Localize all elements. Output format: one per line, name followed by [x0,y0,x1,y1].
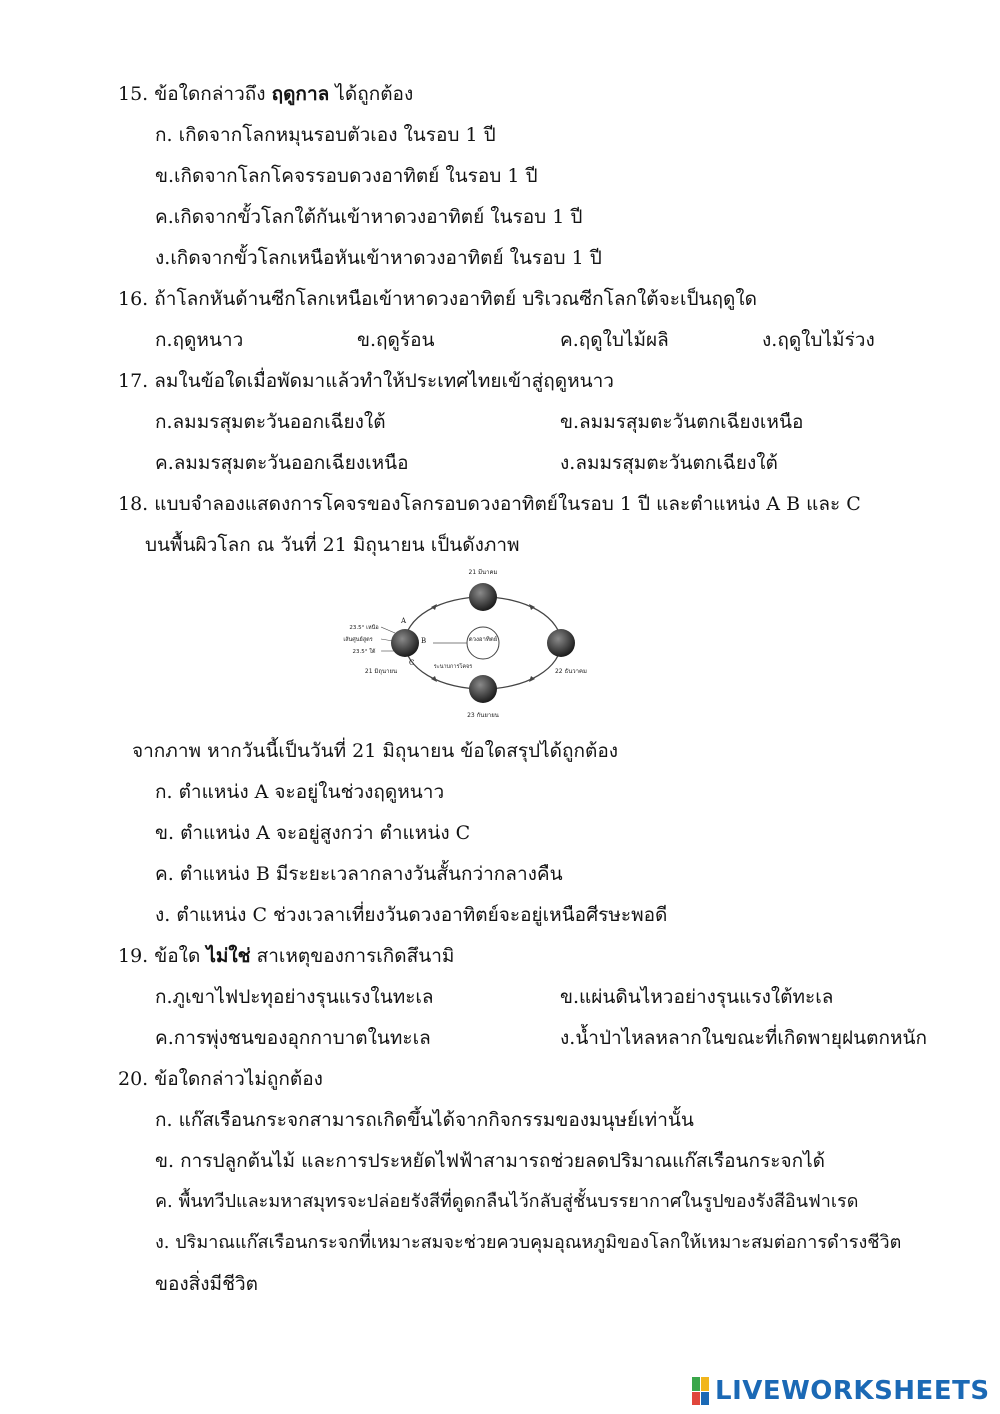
question-18-followup: จากภาพ หากวันนี้เป็นวันที่ 21 มิถุนายน ข้อใดสรุปได้ถูกต้อง [132,740,619,762]
date-label-september: 23 กันยายน [467,712,499,719]
question-text: ข้อใดกล่าวไม่ถูกต้อง [154,1068,323,1090]
option[interactable]: ง. ปริมาณแก๊สเรือนกระจกที่เหมาะสมจะช่วยควบคุมอุณหภูมิของโลกให้เหมาะสมต่อการดำรงชีวิต [155,1232,902,1253]
orbit-plane-label: ระนาบการโคจร [433,664,473,670]
question-number: 19. [118,945,149,967]
logo-icon [692,1377,709,1405]
question-text-continued: บนพื้นผิวโลก ณ วันที่ 21 มิถุนายน เป็นดังภาพ [145,534,520,556]
option[interactable]: ก.ภูเขาไฟปะทุอย่างรุนแรงในทะเล [155,986,434,1008]
question-text: ลมในข้อใดเมื่อพัดมาแล้วทำให้ประเทศไทยเข้าสู่ฤดูหนาว [154,370,614,392]
question-18 [118,490,861,518]
date-label-december: 22 ธันวาคม [554,668,588,675]
latitude-south-label: 23.5° ใต้ [352,649,376,655]
point-b-label: B [421,637,427,645]
option[interactable]: ข. ตำแหน่ง A จะอยู่สูงกว่า ตำแหน่ง C [155,822,471,844]
latitude-north-label: 23.5° เหนือ [349,625,379,631]
liveworksheets-logo [692,1374,990,1408]
option[interactable]: ข. การปลูกต้นไม้ และการประหยัดไฟฟ้าสามารถช่วยลดปริมาณแก๊สเรือนกระจกได้ [155,1150,825,1172]
orbit-arrow-icon [431,676,437,682]
question-number: 17. [118,370,149,392]
option[interactable]: ข.แผ่นดินไหวอย่างรุนแรงใต้ทะเล [560,986,834,1008]
earth-orbit-diagram [335,561,597,725]
logo-square [692,1377,700,1391]
question-text: ข้อใด [154,945,207,967]
option[interactable]: ก.ลมมรสุมตะวันออกเฉียงใต้ [155,411,386,433]
option[interactable]: ค. พื้นทวีปและมหาสมุทรจะปล่อยรังสีที่ดูดกลืนไว้กลับสู่ชั้นบรรยากาศในรูปของรังสีอินฟาเรด [155,1191,859,1212]
logo-text: LIVEWORKSHEETS [715,1376,990,1406]
option[interactable]: ค.ลมมรสุมตะวันออกเฉียงเหนือ [155,452,409,474]
option[interactable]: ข.ลมมรสุมตะวันตกเฉียงเหนือ [560,411,804,433]
option[interactable]: ก. เกิดจากโลกหมุนรอบตัวเอง ในรอบ 1 ปี [155,124,496,146]
option[interactable]: ค.การพุ่งชนของอุกกาบาตในทะเล [155,1027,431,1049]
logo-square [701,1377,709,1391]
pointer-line [381,627,395,633]
earth-june [391,629,419,657]
earth-march [469,583,497,611]
question-text: แบบจำลองแสดงการโคจรของโลกรอบดวงอาทิตย์ในรอบ 1 ปี และตำแหน่ง A B และ C [154,493,861,515]
logo-square [692,1392,700,1406]
question-number: 18. [118,493,149,515]
point-c-label: C [409,659,415,667]
question-number: 15. [118,83,149,105]
question-emphasis: ฤดูกาล [271,83,330,105]
question-number: 20. [118,1068,149,1090]
question-17 [118,367,614,395]
orbit-arrow-icon [529,676,535,682]
question-text: ได้ถูกต้อง [329,83,414,105]
question-15 [118,80,413,108]
question-text: ข้อใดกล่าวถึง [154,83,272,105]
orbit-arrow-icon [529,604,535,610]
question-emphasis: ไม่ใช่ [206,945,251,967]
question-20 [118,1065,323,1093]
question-19 [118,942,454,970]
option[interactable]: ง.ลมมรสุมตะวันตกเฉียงใต้ [560,452,778,474]
option[interactable]: ก. แก๊สเรือนกระจกสามารถเกิดขึ้นได้จากกิจกรรมของมนุษย์เท่านั้น [155,1109,694,1131]
equator-label: เส้นศูนย์สูตร [343,637,373,643]
point-a-label: A [401,617,407,625]
question-number: 16. [118,288,149,310]
option[interactable]: ข.ฤดูร้อน [357,329,435,351]
earth-september [469,675,497,703]
option[interactable]: ง.เกิดจากขั้วโลกเหนือหันเข้าหาดวงอาทิตย์ ในรอบ 1 ปี [155,247,602,269]
earth-december [547,629,575,657]
option[interactable]: ง.ฤดูใบไม้ร่วง [762,329,875,351]
option[interactable]: ก.ฤดูหนาว [155,329,244,351]
logo-square [701,1392,709,1406]
date-label-march: 21 มีนาคม [468,569,498,576]
date-label-june: 21 มิถุนายน [364,668,398,675]
option[interactable]: ง. ตำแหน่ง C ช่วงเวลาเที่ยงวันดวงอาทิตย์จะอยู่เหนือศีรษะพอดี [155,904,668,926]
sun-icon [467,627,499,659]
question-16 [118,285,757,313]
option[interactable]: ค.เกิดจากขั้วโลกใต้กันเข้าหาดวงอาทิตย์ ในรอบ 1 ปี [155,206,583,228]
option[interactable]: ข.เกิดจากโลกโคจรรอบดวงอาทิตย์ ในรอบ 1 ปี [155,165,538,187]
pointer-line [381,639,393,641]
option[interactable]: ค.ฤดูใบไม้ผลิ [560,329,669,351]
option[interactable]: ง.น้ำป่าไหลหลากในขณะที่เกิดพายุฝนตกหนัก [560,1027,928,1049]
orbit-arrow-icon [431,604,437,610]
sun-label: ดวงอาทิตย์ [468,636,498,643]
question-text: ถ้าโลกหันด้านซีกโลกเหนือเข้าหาดวงอาทิตย์ บริเวณซีกโลกใต้จะเป็นฤดูใด [154,288,757,310]
question-text: สาเหตุของการเกิดสึนามิ [250,945,455,967]
option[interactable]: ค. ตำแหน่ง B มีระยะเวลากลางวันสั้นกว่ากลางคืน [155,863,563,885]
option-continuation: ของสิ่งมีชีวิต [155,1273,258,1295]
option[interactable]: ก. ตำแหน่ง A จะอยู่ในช่วงฤดูหนาว [155,781,445,803]
